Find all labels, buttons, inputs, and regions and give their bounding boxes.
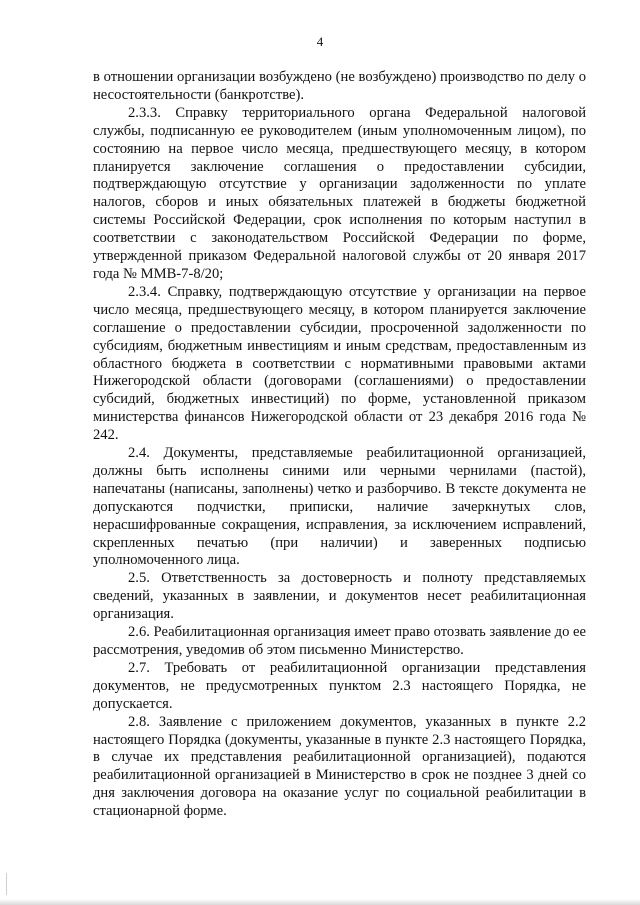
paragraph-2-5: 2.5. Ответственность за достоверность и полноту представляемых сведений, указанных в заявлении, и документов несет реабилитационная организация. [93,570,586,623]
paragraph-2-8: 2.8. Заявление с приложением документов, указанных в пункте 2.2 настоящего Порядка (документы, указанные в пункте 2.3 настоящего Порядка, в случае их представления реабилитационной организацией), подаются реабилитационной организацией в Министерство в срок не позднее 3 дней со дня заключения договора на оказание услуг по социальной реабилитации в стационарной форме. [93,713,586,820]
scan-edge-mark [6,873,7,895]
scan-bottom-edge [0,899,640,905]
paragraph-continuation: в отношении организации возбуждено (не возбуждено) производство по делу о несостоятельности (банкротстве). [93,69,586,103]
page-number: 4 [316,34,324,49]
paragraph-2-3-4: 2.3.4. Справку, подтверждающую отсутствие у организации на первое число месяца, предшествующего месяцу, в котором планируется заключение соглашение о предоставлении субсидии, просроченной задолженности по субсидиям, бюджетным инвестициям и иным средствам, предоставленным из областного бюджета в соответствии с нормативными правовыми актами Нижегородской области (договорами (соглашениями) о предоставлении субсидий, бюджетных инвестиций) по форме, установленной приказом министерства финансов Нижегородской области от 23 декабря 2016 года № 242. [93,283,586,444]
document-body [93,69,586,821]
paragraph-2-3-3: 2.3.3. Справку территориального органа Федеральной налоговой службы, подписанную ее руководителем (иным уполномоченным лицом), по состоянию на первое число месяца, предшествующего месяцу, в котором планируется заключение соглашения о предоставлении субсидии, подтверждающую отсутствие у организации задолженности по уплате налогов, сборов и иных обязательных платежей в бюджеты бюджетной системы Российской Федерации, срок исполнения по которым наступил в соответствии с законодательством Российской Федерации по форме, утвержденной приказом Федеральной налоговой службы от 20 января 2017 года № ММВ-7-8/20; [93,104,586,282]
paragraph-2-7: 2.7. Требовать от реабилитационной организации представления документов, не предусмотренных пунктом 2.3 настоящего Порядка, не допускается. [93,659,586,712]
paragraph-2-6: 2.6. Реабилитационная организация имеет право отозвать заявление до ее рассмотрения, уведомив об этом письменно Министерство. [93,624,586,658]
paragraph-2-4: 2.4. Документы, представляемые реабилитационной организацией, должны быть исполнены синими или черными чернилами (пастой), напечатаны (написаны, заполнены) четко и разборчиво. В тексте документа не допускаются подчистки, приписки, наличие зачеркнутых слов, нерасшифрованные сокращения, исправления, за исключением исправлений, скрепленных печатью (при наличии) и заверенных подписью уполномоченного лица. [93,445,586,569]
